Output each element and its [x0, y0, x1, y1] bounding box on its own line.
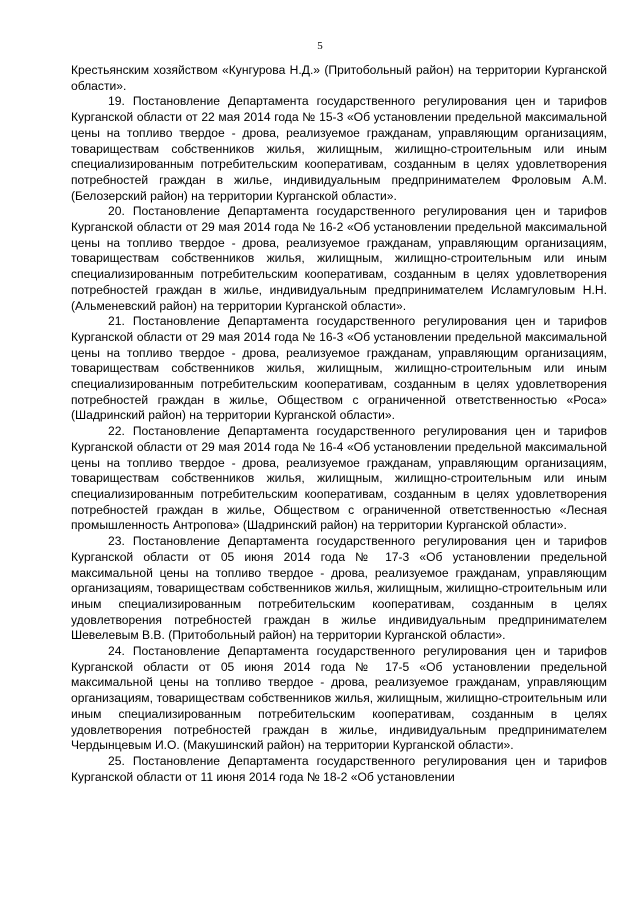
paragraph-continuation: Крестьянским хозяйством «Кунгурова Н.Д.» (Притобольный район) на территории Курганской области».: [71, 63, 607, 93]
paragraph-item-22: 22. Постановление Департамента государственного регулирования цен и тарифов Курганской области от 29 мая 2014 года № 16-4 «Об установлении предельной максимальной цены на топливо твердое - дрова, реализуемое гражданам, управляющим организациям, товариществам собственников жилья, жилищным, жилищно-строительным или иным специализированным потребительским кооперативам, созданным в целях удовлетворения потребностей граждан в жилье, Обществом с ограниченной ответственностью «Лесная промышленность Антропова» (Шадринский район) на территории Курганской области».: [71, 424, 607, 533]
page-number: 5: [317, 40, 323, 52]
paragraph-item-19: 19. Постановление Департамента государственного регулирования цен и тарифов Курганской области от 22 мая 2014 года № 15-3 «Об установлении предельной максимальной цены на топливо твердое - дрова, реализуемое гражданам, управляющим организациям, товариществам собственников жилья, жилищным, жилищно-строительным или иным специализированным потребительским кооперативам, созданным в целях удовлетворения потребностей граждан в жилье, индивидуальным предпринимателем Фроловым А.М. (Белозерский район) на территории Курганской области».: [71, 94, 607, 203]
paragraph-item-25: 25. Постановление Департамента государственного регулирования цен и тарифов Курганской области от 11 июня 2014 года № 18-2 «Об установлении: [71, 753, 607, 784]
document-body: [71, 63, 607, 785]
paragraph-item-20: 20. Постановление Департамента государственного регулирования цен и тарифов Курганской области от 29 мая 2014 года № 16-2 «Об установлении предельной максимальной цены на топливо твердое - дрова, реализуемое гражданам, управляющим организациям, товариществам собственников жилья, жилищным, жилищно-строительным или иным специализированным потребительским кооперативам, созданным в целях удовлетворения потребностей граждан в жилье, индивидуальным предпринимателем Исламгуловым Н.Н. (Альменевский район) на территории Курганской области».: [71, 204, 607, 313]
paragraph-item-23: 23. Постановление Департамента государственного регулирования цен и тарифов Курганской области от 05 июня 2014 года № 17-3 «Об установлении предельной максимальной цены на топливо твердое - дрова, реализуемое гражданам, управляющим организациям, товариществам собственников жилья, жилищным, жилищно-строительным или иным специализированным потребительским кооперативам, созданным в целях удовлетворения потребностей граждан в жилье индивидуальным предпринимателем Шевелевым В.В. (Притобольный район) на территории Курганской области».: [71, 534, 607, 643]
paragraph-item-21: 21. Постановление Департамента государственного регулирования цен и тарифов Курганской области от 29 мая 2014 года № 16-3 «Об установлении предельной максимальной цены на топливо твердое - дрова, реализуемое гражданам, управляющим организациям, товариществам собственников жилья, жилищным, жилищно-строительным или иным специализированным потребительским кооперативам, созданным в целях удовлетворения потребностей граждан в жилье, Обществом с ограниченной ответственностью «Роса» (Шадринский район) на территории Курганской области».: [71, 314, 607, 423]
paragraph-item-24: 24. Постановление Департамента государственного регулирования цен и тарифов Курганской области от 05 июня 2014 года № 17-5 «Об установлении предельной максимальной цены на топливо твердое - дрова, реализуемое гражданам, управляющим организациям, товариществам собственников жилья, жилищным, жилищно-строительным или иным специализированным потребительским кооперативам, созданным в целях удовлетворения потребностей граждан в жилье, индивидуальным предпринимателем Чердынцевым И.О. (Макушинский район) на территории Курганской области».: [71, 644, 607, 753]
